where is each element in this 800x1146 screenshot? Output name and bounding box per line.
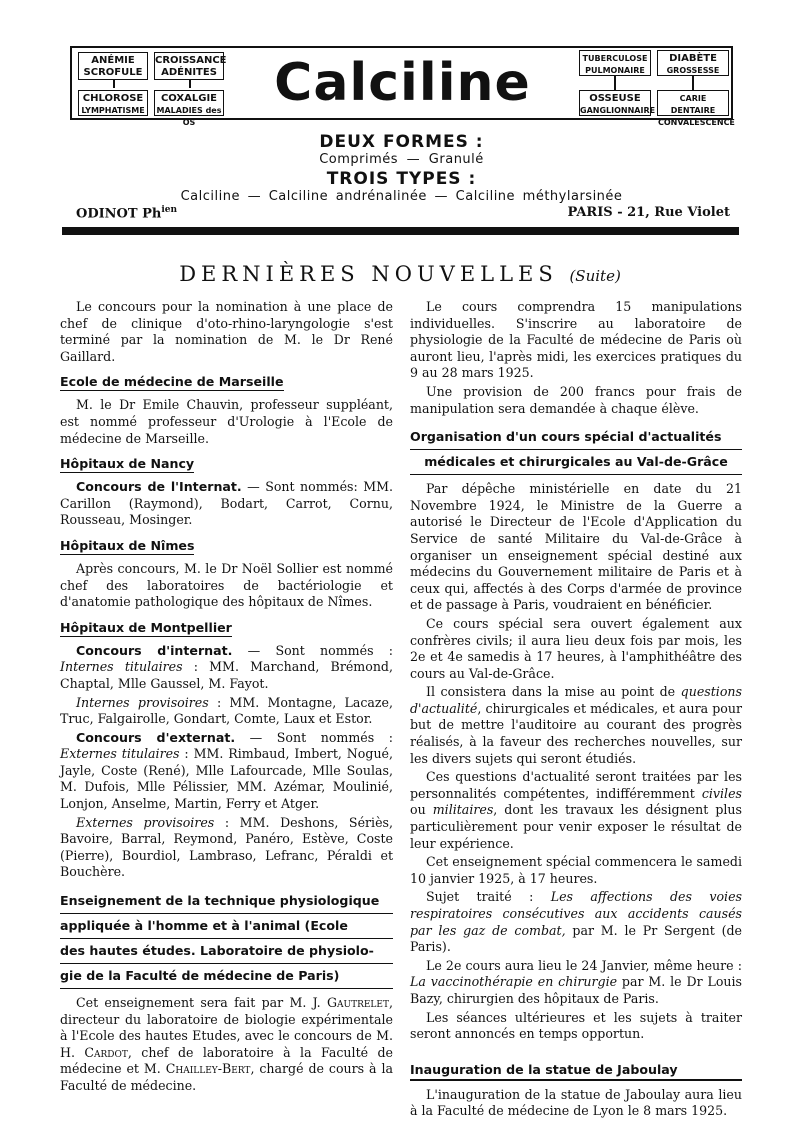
ad-divider — [189, 80, 191, 88]
article-paragraph: Par dépêche ministérielle en date du 21 Novembre 1924, le Ministre de la Guerre a autorisé le Directeur de l'Ecole d'Application du Service de santé Militaire du Val-de-Grâce à organiser un enseignement spécial destiné aux médecins du Gouvernement militaire de Paris et à ceux qui, affectés à des Corps d'armée de province et de passage à Paris, voudraient en bénéficier. — [410, 481, 742, 613]
ad-divider-rule — [62, 227, 739, 235]
ad-box-anemie — [78, 52, 148, 80]
ad-box-line: CARIE DENTAIRE — [670, 94, 716, 115]
ad-box-osseuse — [579, 90, 656, 116]
ad-box-line: GROSSESSE — [666, 66, 720, 75]
section-heading-enseignement: Enseignement de la technique physiologique appliquée à l'homme et à l'animal (Ecole des hautes études. Laboratoire de physiolo- gie de la Faculté de médecine de Paris) — [60, 889, 393, 989]
ad-box-line: PULMONAIRE — [585, 66, 645, 75]
article-paragraph: Après concours, M. le Dr Noël Sollier est nommé chef des laboratoires de bactériologie et d'anatomie pathologique des hôpitaux de Nîmes. — [60, 560, 393, 610]
right-column — [410, 299, 742, 1122]
article-paragraph: Concours de l'Internat. — Sont nommés: MM. Carillon (Raymond), Bodart, Carrot, Cornu, Rousseau, Mosinger. — [60, 479, 393, 528]
ad-box-carie — [657, 90, 735, 127]
headline-suite: (Suite) — [569, 267, 621, 285]
ad-box-diabete — [657, 50, 729, 76]
section-heading-nimes: Hôpitaux de Nîmes — [60, 537, 195, 553]
ad-box-line: OSSEUSE — [589, 93, 641, 104]
ad-box-chlorose — [78, 90, 148, 116]
ad-pharmacist: ODINOT $Ph^{ien}$ — [76, 205, 178, 222]
ad-box-line: CONVALESCENCE — [658, 118, 735, 127]
ad-divider — [614, 76, 616, 90]
article-paragraph: Ces questions d'actualité seront traitées par les personnalités compétentes, indifféremment civiles ou militaires, dont les travaux les désignent plus particulièrement pour venir exposer le résultat de leur expérience. — [410, 769, 742, 851]
article-paragraph: L'inauguration de la statue de Jaboulay aura lieu à la Faculté de médecine de Lyon le 8 mars 1925. — [410, 1086, 742, 1119]
article-paragraph: M. le Dr Emile Chauvin, professeur suppléant, est nommé professeur d'Urologie à l'Ecole de médecine de Marseille. — [60, 397, 393, 446]
ad-formes-title: DEUX FORMES : — [319, 132, 484, 152]
ad-box-line: ADÉNITES — [161, 67, 217, 78]
ad-box-tuberculose — [579, 50, 651, 76]
article-paragraph: Il consistera dans la mise au point de questions d'actualité, chirurgicales et médicales, et aura pour but de mettre l'auditoire au courant des progrès réalisés, à la faveur des recherches nouvelles, sur les divers sujets qui seront étudiés. — [410, 684, 742, 766]
ad-divider — [692, 76, 694, 90]
advertisement-banner — [70, 46, 735, 127]
article-paragraph: Ce cours spécial sera ouvert également aux confrères civils; il aura lieu deux fois par mois, les 2e et 4e samedis à 17 heures, à l'amphithéâtre des cours au Val-de-Grâce. — [410, 615, 742, 681]
ad-divider — [113, 80, 115, 88]
section-heading-nancy: Hôpitaux de Nancy — [60, 456, 195, 472]
article-paragraph: Externes provisoires : MM. Deshons, Sériès, Bavoire, Barral, Reymond, Panéro, Estève, Coste (Pierre), Bourdiol, Lambraso, Lefranc, Péraldi et Bouchère. — [60, 814, 393, 880]
ad-box-line: TUBERCULOSE — [582, 54, 648, 63]
left-column — [60, 299, 393, 1097]
section-heading-jaboulay: Inauguration de la statue de Jaboulay — [410, 1061, 742, 1081]
article-paragraph: Cet enseignement spécial commencera le samedi 10 janvier 1925, à 17 heures. — [410, 854, 742, 886]
article-paragraph: Le cours comprendra 15 manipulations individuelles. S'inscrire au laboratoire de physiologie de la Faculté de médecine de Paris où auront lieu, l'après midi, les exercices pratiques du 9 au 28 mars 1925. — [410, 299, 742, 381]
ad-types-title: TROIS TYPES : — [326, 169, 477, 189]
article-paragraph: Le 2e cours aura lieu le 24 Janvier, même heure : La vaccinothérapie en chirurgie par M. le Dr Louis Bazy, chirurgien des hôpitaux de Paris. — [410, 957, 742, 1006]
ad-box-line: SCROFULE — [83, 67, 143, 78]
ad-box-coxalgie — [154, 90, 224, 127]
ad-formes-subtitle: Comprimés — Granulé — [319, 152, 484, 167]
article-paragraph: Sujet traité : Les affections des voies respiratoires consécutives aux accidents causés par les gaz de combat, par M. le Pr Sergent (de Paris). — [410, 889, 743, 955]
headline-title: DERNIÈRES NOUVELLES — [179, 262, 558, 286]
page-headline — [0, 262, 800, 286]
article-paragraph: Une provision de 200 francs pour frais de manipulation sera demandée à chaque élève. — [410, 383, 742, 416]
ad-box-croissance — [154, 52, 227, 80]
ad-box-line: COXALGIE — [160, 93, 218, 104]
section-heading-montpellier: Hôpitaux de Montpellier — [60, 619, 232, 635]
ad-box-line: CHLOROSE — [82, 93, 144, 104]
article-paragraph: Les séances ultérieures et les sujets à traiter seront annoncés en temps opportun. — [410, 1009, 742, 1042]
article-paragraph: Cet enseignement sera fait par M. J. Gautrelet, directeur du laboratoire de biologie expérimentale à l'Ecole des hautes Etudes, avec le concours de M. H. Cardot, chef de laboratoire à la Faculté de médecine et M. Chailley-Bert, chargé de cours à la Faculté de médecine. — [60, 995, 394, 1093]
article-paragraph: Concours d'externat. — Sont nommés : Externes titulaires : MM. Rimbaud, Imbert, Nogué, Jayle, Coste (René), Mlle Lafourcade, Mlle Soulas, M. Dufois, Mlle Pélissier, MM. Azémar, Moulinié, Lonjon, Anselme, Martin, Ferry et Atger. — [60, 729, 394, 812]
ad-box-line: ANÉMIE — [91, 55, 135, 66]
article-paragraph: Concours d'internat. — Sont nommés : Internes titulaires : MM. Marchand, Brémond, Chaptal, Mlle Gaussel, M. Fayot. — [60, 642, 393, 691]
ad-box-line: CROISSANCE — [155, 55, 227, 66]
ad-types-subtitle: Calciline — Calciline andrénalinée — Calciline méthylarsinée — [180, 189, 623, 204]
ad-box-line: MALADIES des OS — [156, 106, 222, 127]
section-heading-val-de-grace: Organisation d'un cours spécial d'actualités médicales et chirurgicales au Val-de-Grâce — [410, 425, 742, 475]
article-paragraph: Internes provisoires : MM. Montagne, Lacaze, Truc, Falgairolle, Gondart, Comte, Laux et Estor. — [60, 694, 393, 727]
ad-box-line: GANGLIONNAIRE — [580, 106, 656, 115]
article-paragraph: Le concours pour la nomination à une place de chef de clinique d'oto-rhino-laryngologie s'est terminé par la nomination de M. le Dr René Gaillard. — [60, 299, 393, 364]
ad-box-line: DIABÈTE — [669, 53, 717, 64]
brand-title: Calciline — [274, 53, 531, 113]
ad-box-line: LYMPHATISME — [81, 106, 145, 115]
ad-address: PARIS - 21, Rue Violet — [567, 205, 730, 220]
section-heading-marseille: Ecole de médecine de Marseille — [60, 374, 284, 390]
